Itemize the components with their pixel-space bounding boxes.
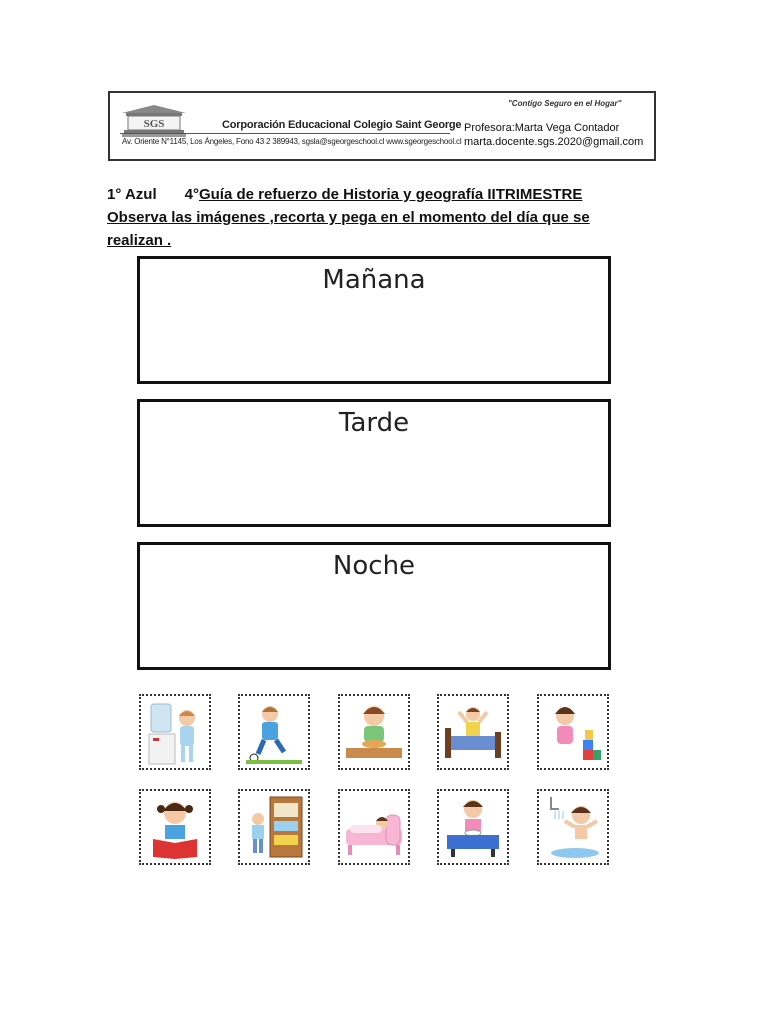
institution-address: Av. Oriente N°1145, Los Ángeles, Fono 43 2 389943, sgsla@sgeorgeschool.cl www.sgeorgeschool.cl [122, 137, 462, 146]
card-waking-up[interactable] [437, 694, 509, 770]
card-reading-book[interactable] [139, 789, 211, 865]
school-header [108, 91, 656, 161]
grade-label: 1° Azul [107, 186, 157, 203]
card-eating-breakfast[interactable] [338, 694, 410, 770]
brushing-teeth-icon [143, 698, 207, 766]
teacher-email: marta.docente.sgs.2020@gmail.com [464, 136, 644, 148]
afternoon-label: Tarde [338, 408, 410, 438]
teacher-info [464, 121, 643, 149]
card-taking-shower[interactable] [537, 789, 609, 865]
school-motto: "Contigo Seguro en el Hogar" [508, 99, 622, 108]
card-sleeping[interactable] [338, 789, 410, 865]
card-getting-dressed[interactable] [238, 789, 310, 865]
worksheet-title [107, 183, 627, 252]
eating-dinner-icon [441, 793, 505, 861]
playing-soccer-icon [242, 698, 306, 766]
night-label: Noche [332, 551, 416, 581]
waking-up-icon [441, 698, 505, 766]
night-box[interactable] [137, 542, 611, 670]
institution-name: Corporación Educacional Colegio Saint George [222, 119, 462, 131]
card-eating-dinner[interactable] [437, 789, 509, 865]
reading-book-icon [143, 793, 207, 861]
playing-blocks-icon [541, 698, 605, 766]
logo-text: SGS [143, 118, 165, 130]
sleeping-icon [342, 793, 406, 861]
card-playing-blocks[interactable] [537, 694, 609, 770]
teacher-name: Profesora:Marta Vega Contador [464, 122, 620, 134]
header-divider [120, 133, 450, 134]
eating-breakfast-icon [342, 698, 406, 766]
morning-label: Mañana [322, 265, 426, 295]
afternoon-box[interactable] [137, 399, 611, 527]
taking-shower-icon [541, 793, 605, 861]
card-playing-soccer[interactable] [238, 694, 310, 770]
guide-title: Guía de refuerzo de Historia y geografía IITRIMESTRE [198, 186, 583, 203]
morning-box[interactable] [137, 256, 611, 384]
card-brushing-teeth[interactable] [139, 694, 211, 770]
guide-number: 4° [184, 186, 199, 203]
getting-dressed-icon [242, 793, 306, 861]
instruction-text: Observa las imágenes ,recorta y pega en el momento del día que se realizan . [107, 209, 590, 249]
